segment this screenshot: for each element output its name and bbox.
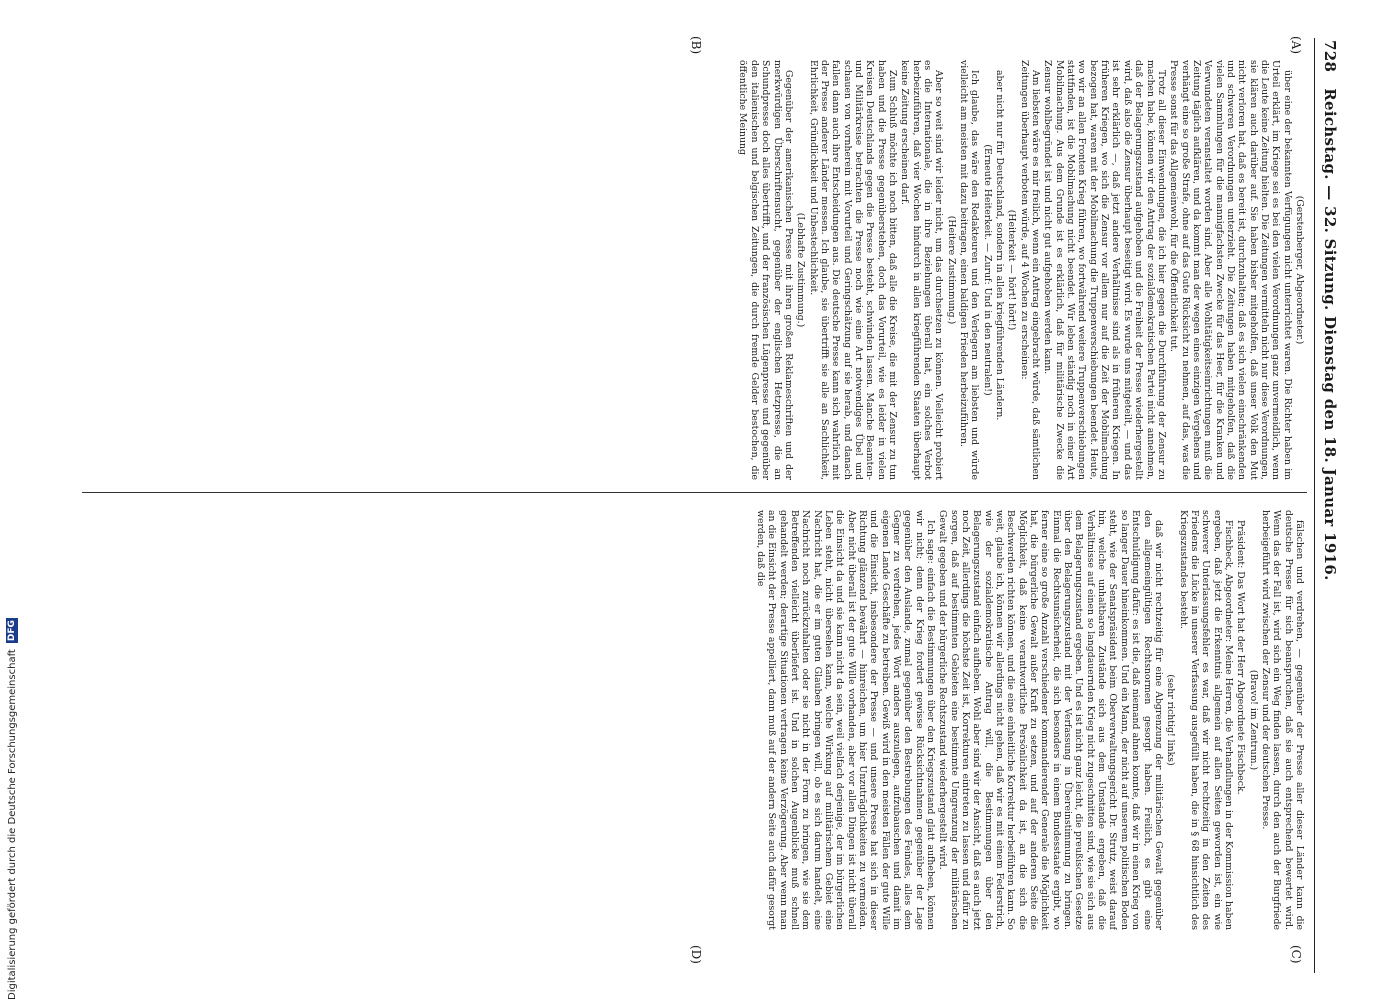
margin-mark-a: (A): [1289, 36, 1303, 55]
interjection: (Heitere Zustimmung.): [945, 215, 957, 325]
paragraph: aber nicht nur für Deutschland, sondern in allen kriegführenden Ländern.: [994, 70, 1006, 421]
page-header: [1317, 40, 1343, 970]
interjection: (Heiterkeit — hört! hört!): [1006, 209, 1018, 331]
paragraph: Am liebsten wäre es mir freilich, wenn ein Antrag eingebracht würde, daß sämtlichen Zeitungen überhaupt verboten würde, auf 4 Wochen zu erscheinen:: [1018, 60, 1042, 480]
paragraph: daß wir nicht rechtzeitig für eine Abgrenzung der militärischen Gewalt gegenüber den allgemeingültigen Rechtsnormen gesorgt haben. Freilich, es gibt eine Entschuldigung dafür: es ist die, daß niemand ahnen konnte, daß wir in einen Krieg von so langer Dauer hineinkommen. Und ein Mann, der nicht auf unserem politischen Boden steht, wie der Senatspräsident beim Oberverwaltungsgericht Dr. Strutz, weist darauf hin, welche unhaltbaren Zustände sich aus dem Umstande ergeben, daß die Verhältnisse auf einen so langdauernden Krieg nicht zugeschnitten sind, wie sie sich aus dem Belagerungszustand ergeben. Und es ist nicht ganz leicht, die preußischen Gesetze über den Belagerungszustand mit der Verfassung in Übereinstimmung zu bringen. Einmal die Rechtsunsicherheit, die sich besonders in einem Bundesstaate ergibt, wo ferner eine so große Anzahl verschiedener kommandierender Generale die Möglichkeit hat, die bürgerliche Gewalt außer Kraft zu setzen, und auf der anderen Seite die Möglichkeit, daß keine verantwortliche Persönlichkeit da ist, an die sich die Beschwerden richten können, und die eine einheitliche Korrektur herbeiführen kann. So weit, glaube ich, können wir allerdings nicht gehen, daß wir es mit einem Federstrich, wie der sozialdemokratische Antrag will, die Bestimmungen über den Belagerungszustand einfach aufheben. Wohl aber sind wir der Ansicht, daß es auch jetzt noch Zeit, allerdings die höchste Zeit ist, Korrekturen eintreten zu lassen und dafür zu sorgen, daß auf bestimmten Gebieten eine bestimmte Umgrenzung der militärischen Gewalt gegeben und der bürgerliche Rechtszustand wiederhergestellt wird.: [937, 510, 1164, 930]
column-divider: [82, 492, 1307, 493]
footer: [0, 0, 24, 1000]
paragraph: Fischbeck, Abgeordneter: Meine Herren, die Verhandlungen in der Kommission haben ergeben, daß jetzt die Erkenntnis allgemein auf allen Seiten geworden ist, ein wie schwerer Unterlassungsfehler es war, daß wir nicht rechtzeitig in den Zeiten des Friedens die Lücke in unserer Verfassung ausgefüllt haben, die in § 68 hinsichtlich des Kriegszustandes besteht.: [1177, 510, 1234, 930]
paragraph: Gegenüber der amerikanischen Presse mit ihren großen Reklameschriften und der merkwürdigen Überschriftensucht, gegenüber der englischen Hetzpresse, die an Schundpresse doch alles übertrifft, und der französischen Lügenpresse und gegenüber den italienischen und belgischen Zeitungen, die durch fremde Gelder bestochen, die öffentliche Meinung: [737, 60, 794, 480]
interjection: (Lebhafte Zustimmung.): [795, 212, 807, 328]
paragraph: Zum Schluß möchte ich noch bitten, daß alle die Kreise, die mit der Zensur zu tun haben und die Presse gegenüberstehen, doch das Vorurteil, wie es leider in vielen Kreisen Deutschlands gegen die Presse besteht, schwinden lassen. Manche Beamten- und Militärkreise betrachten die Presse noch wie eine Art notwendiges Übel und schauen von vornherein mit Vorurteil und Geringschätzung auf sie herab, und danach fallen dann auch ihre Entscheidungen aus. Die deutsche Presse kann sich wahrlich mit der Presse anderer Länder messen. Ich glaube, sie übertrifft sie alle an Sachlichkeit, Ehrlichkeit, Gründlichkeit und Unbestechlichkeit.: [807, 60, 898, 480]
paragraph: Ich glaube, das wäre den Redakteuren und den Verlegern am liebsten und würde vielleicht am meisten mit dazu beitragen, einen baldigen Frieden herbeizuführen.: [958, 60, 981, 480]
paragraph: Präsident: Das Wort hat der Herr Abgeordnete Fischbeck.: [1235, 520, 1247, 795]
paragraph: über eine der bekannten Verfügungen nicht unterrichtet waren. Die Richter haben im Urteil erklärt, im Kriege sei es bei den vielen Verordnungen ganz unvermeidlich, wenn die Leute keine Zeitung hielten. Die Zeitungen vermitteln nicht nur diese Verordnungen, sie klären auch darüber auf. Sie haben bisher mitgeholfen, daß unser Volk den Mut nicht verloren hat, daß es bereit ist, durchzuhalten; daß es sich vielen einschränkenden und schweren Verordnungen unterzieht. Die Zeitungen haben mitgeholfen, daß die vielen Sammlungen für die mannigfachsten Zwecke für das Heer, für die Kranken und Verwundeten veranstaltet worden sind. Aber alle Wohltätigkeitseinrichtungen muß die Zeitung täglich aufklären, und da kommt man der wegen eines einzigen Vergehens und verhängt eine so große Strafe, ohne auf das Gute Rücksicht zu nehmen, auf das, was die Presse sonst für das Allgemeinwohl, für die Öffentlichkeit tut.: [1168, 60, 1293, 480]
paragraph: fälschen und verdrehen, — gegenüber der Presse aller dieser Länder kann die deutsche Presse für sich beanspruchen, daß sie auch entsprechend bewertet wird. Wenn das der Fall ist, wird sich ein Weg finden lassen, durch den auch der Burgfriede herbeigeführt wird zwischen der Zensur und der deutschen Presse.: [1259, 510, 1305, 930]
interjection: (Bravo! im Zentrum.): [1247, 669, 1259, 771]
header-rule: [1314, 38, 1315, 973]
text-column-right: [85, 510, 1305, 930]
margin-mark-c: (C): [1289, 945, 1303, 964]
margin-mark-b: (B): [689, 36, 703, 55]
interjection: (sehr richtig! links): [1165, 674, 1177, 766]
interjection: (Erneute Heiterkeit. — Zuruf: Und in den neutralen!): [981, 144, 993, 396]
page-title: Reichstag. — 32. Sitzung. Dienstag den 18. Januar 1916.: [1321, 88, 1339, 581]
margin-mark-d: (D): [689, 945, 703, 964]
speaker-label: (Gerstenberger, Abgeordneter.): [1294, 195, 1305, 345]
paragraph: Aber so weit sind wir leider nicht, um das durchsetzen zu können. Vielleicht probiert es die Internationale, die in ihre Beziehungen überall hat, ein solches Verbot herbeizuführen, daß vier Wochen hindurch in allen kriegführenden Staaten überhaupt keine Zeitung erscheinen darf.: [899, 60, 945, 480]
page-number: 728: [1321, 40, 1339, 73]
text-column-left: [85, 60, 1305, 480]
paragraph: Ich sage: einfach die Bestimmungen über den Kriegszustand glatt aufheben, können wir nicht; denn der Krieg fordert gewisse Rücksichtnahmen gegenüber der Lage gegenüber den Auslande, zumal gegenüber den Bestrebungen des Feindes, alles dem Gegner zu verdrehen, jedes Wort anders auszulegen, aufzubauschen und damit im eigenen Lande Geschäfte zu betreiben. Gewiß wird in den meisten Fällen der gute Wille und die Einsicht, insbesondere der Presse — und unsere Presse hat sich in dieser Richtung glänzend bewährt — hinreichen, um hier Unzuträglichkeiten zu vermeiden. Aber nicht überall ist der gute Wille vorhanden, aber vor allen Dingen ist nicht überall die Einsicht da und sie kann nicht da sein, weil vielfach derjenige, der im bürgerlichen Leben steht, nicht übersehen kann, welche Wirkung auf militärischem Gebiet eine Nachricht hat, die er im guten Glauben bringen will, ob es sich darum handelt, eine Nachricht noch zurückzuhalten oder sie nicht in der Form zu bringen, wie sie dem Betreffenden vielleicht überliefert ist. Und in solchen Augenblicke muß schnell gehandelt werden; derartige Situationen vertragen keine Verzögerung. Aber wenn man an die Einsicht der Presse appelliert, dann muß auf der andern Seite auch dafür gesorgt werden, daß die: [754, 510, 936, 930]
dfg-logo: DFG: [7, 620, 17, 642]
footer-text: Digitalisierung gefördert durch die Deutsche Forschungsgemeinschaft: [6, 649, 18, 1000]
paragraph: Trotz all dieser Einwendungen, die ich hier gegen die Durchführung der Zensur zu machen habe, können wir den Antrag der sozialdemokratischen Partei nicht annehmen, daß der Belagerungszustand aufgehoben und die Freiheit der Presse wiederhergestellt wird, daß also die Zensur überhaupt beseitigt wird. Es wurde uns mitgeteilt, — und das ist sehr erklärlich —, daß jetzt andere Verhältnisse sind als in früheren Kriegen. In früheren Kriegen, wo sich die Zensur vor allem nur auf die Zeit der Mobilmachung bezogen hat, waren mit der Mobilmachung die Truppenverschiebungen beendet. Heute, wo wir an allen Fronten Krieg führen, wo fortwährend weitere Truppenverschiebungen stattfinden, ist die Mobilmachung nicht beendet. Wir leben ständig noch in einer Art Mobilmachung. Aus dem Grunde ist es erklärlich, daß für militärische Zwecke die Zensur wohlbegründet ist und nicht gut aufgehoben werden kann.: [1042, 60, 1167, 480]
